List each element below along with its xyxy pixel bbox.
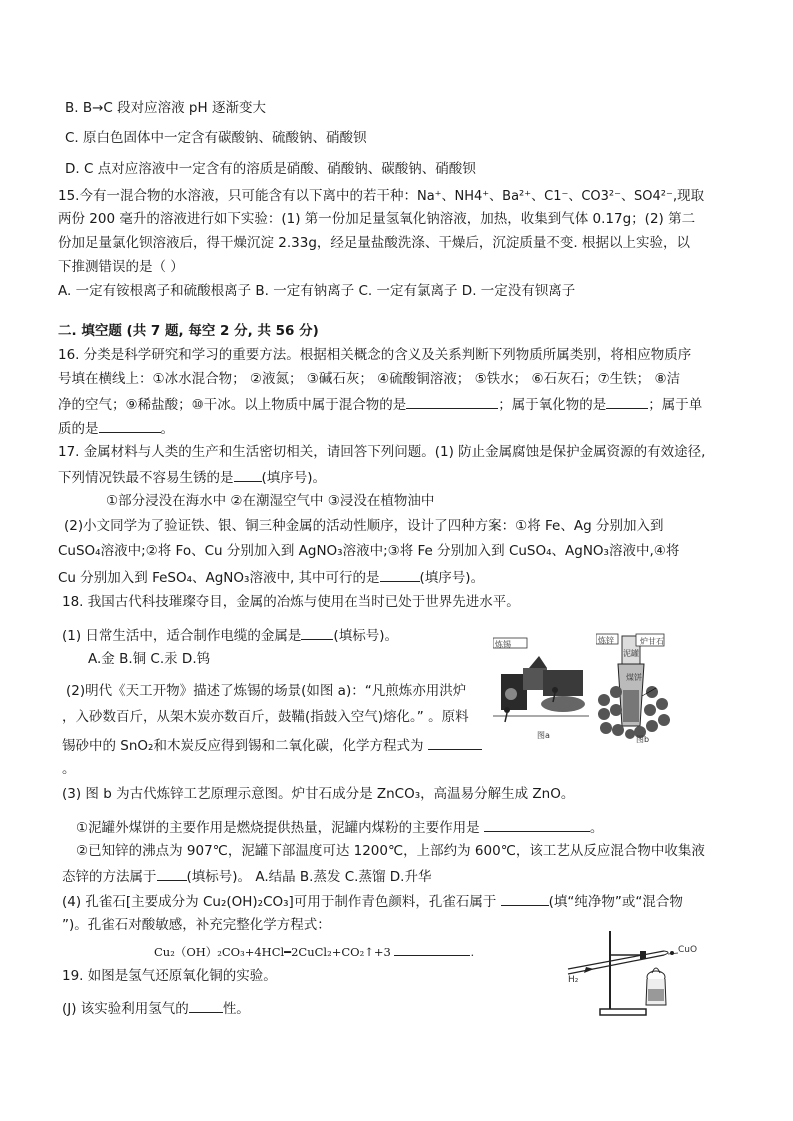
q17-line5: CuSO₄溶液中;②将 Fo、Cu 分别加入到 AgNO₃溶液中;③将 Fe 分别加入到 CuSO₄、AgNO₃溶液中,④将 <box>58 543 680 559</box>
q15-line3: 份加足量氯化钡溶液后，得干燥沉淀 2.33g，经足量盐酸洗涤、干燥后，沉淀质量不变. 根据以上实验，以 <box>58 235 691 251</box>
figure-b-label-ore: 炉甘石 <box>640 637 664 646</box>
q18-blank-water[interactable] <box>394 944 470 956</box>
q18-sub3-2-line2: 态锌的方法属于 (填标号)。 A.结晶 B.蒸发 C.蒸馏 D.升华 <box>62 866 431 886</box>
q19-line1: 19. 如图是氢气还原氧化铜的实验。 <box>62 968 277 984</box>
q17-blank-rust[interactable] <box>234 467 262 482</box>
section-heading: 二. 填空题 (共 7 题, 每空 2 分, 共 56 分) <box>58 323 319 339</box>
q17-line6: Cu 分别加入到 FeSO₄、AgNO₃溶液中, 其中可行的是 (填序号)。 <box>58 567 484 587</box>
q18-sub4-line1: (4) 孔雀石[主要成分为 Cu₂(OH)₂CO₃]可用于制作青色颜料，孔雀石属于 (填“纯净物”或“混合物 <box>62 891 683 911</box>
q14-option-b: B. B→C 段对应溶液 pH 逐渐变大 <box>65 100 266 116</box>
q18-sub2-line3: 锡砂中的 SnO₂和木炭反应得到锡和二氧化碳，化学方程式为 <box>62 735 482 755</box>
apparatus-label-h2: H₂ <box>568 975 579 985</box>
q19-line2: (J) 该实验利用氢气的 性。 <box>62 998 250 1018</box>
figure-a-caption: 图a <box>537 731 550 740</box>
figure-a-tag: 炼锡 <box>495 640 511 649</box>
q18-sub2-line1: (2)明代《天工开物》描述了炼锡的场景(如图 a)：“凡煎炼亦用洪炉 <box>66 683 467 699</box>
q17-line2: 下列情况铁最不容易生锈的是 (填序号)。 <box>58 467 326 487</box>
q18-sub2-line2: ，入砂数百斤，从架木炭亦数百斤，鼓鞴(指鼓入空气)熔化。” 。原料 <box>62 709 469 725</box>
q14-option-d: D. C 点对应溶液中一定含有的溶质是硝酸、硝酸钠、碳酸钠、硝酸钡 <box>65 161 476 177</box>
q18-blank-method[interactable] <box>157 866 187 881</box>
figure-b-label-jar: 泥罐 <box>623 649 639 658</box>
hydrogen-reduction-apparatus <box>560 925 710 1025</box>
q16-blank-element[interactable] <box>99 418 161 433</box>
q15-options: A. 一定有铵根离子和硫酸根离子 B. 一定有钠离子 C. 一定有氯离子 D. 一定没有钡离子 <box>58 283 576 299</box>
q18-sub3: (3) 图 b 为古代炼锌工艺原理示意图。炉甘石成分是 ZnCO₃，高温易分解生成 ZnO。 <box>62 786 575 802</box>
q15-line4: 下推测错误的是（ ） <box>58 259 184 275</box>
q18-sub3-1: ①泥罐外煤饼的主要作用是燃烧提供热量，泥罐内煤粉的主要作用是 。 <box>76 817 603 837</box>
q18-sub2-line4: 。 <box>62 761 76 777</box>
q17-blank-scheme[interactable] <box>380 567 420 582</box>
q18-line1: 18. 我国古代科技璀璨夺目，金属的冶炼与使用在当时已处于世界先进水平。 <box>62 594 520 610</box>
q18-blank-cable[interactable] <box>301 625 333 640</box>
q18-sub3-2-line1: ②已知锌的沸点为 907℃，泥罐下部温度可达 1200℃，上部约为 600℃，该工艺从反应混合物中收集液 <box>76 843 705 859</box>
q16-blank-mixture[interactable] <box>406 394 498 409</box>
q14-option-c: C. 原白色固体中一定含有碳酸钠、硫酸钠、硝酸钡 <box>65 130 367 146</box>
tin-smelting-illustration <box>493 634 591 742</box>
apparatus-label-cuo: CuO <box>678 945 698 955</box>
figure-b-zinc-smelting <box>596 630 706 745</box>
q16-line2: 号填在横线上：①冰水混合物； ②液氮； ③碱石灰； ④硫酸铜溶液； ⑤铁水； ⑥石灰石；⑦生铁； ⑧洁 <box>58 371 681 387</box>
q18-sub1-options: A.金 B.铜 C.汞 D.钨 <box>88 651 211 667</box>
q18-blank-equation[interactable] <box>428 735 482 750</box>
figure-b-tag: 炼锌 <box>598 636 614 645</box>
figure-b-caption: 图b <box>636 735 650 744</box>
figure-b-label-coal: 煤饼 <box>626 673 642 682</box>
q18-sub1: (1) 日常生活中，适合制作电缆的金属是 (填标号)。 <box>62 625 398 645</box>
q17-line3: ①部分浸没在海水中 ②在潮湿空气中 ③浸没在植物油中 <box>106 493 435 509</box>
apparatus-drawing <box>560 925 710 1025</box>
figure-a-tin-smelting <box>493 634 591 742</box>
q15-line2: 两份 200 毫升的溶液进行如下实验：(1) 第一份加足量氢氧化钠溶液，加热，收集到气体 0.17g；(2) 第二 <box>58 211 696 227</box>
zinc-smelting-diagram <box>596 630 706 745</box>
q16-line1: 16. 分类是科学研究和学习的重要方法。根据相关概念的含义及关系判断下列物质所属类别，将相应物质序 <box>58 347 692 363</box>
q18-blank-coal[interactable] <box>484 817 590 832</box>
q16-blank-oxide[interactable] <box>606 394 648 409</box>
q16-line4: 质的是 。 <box>58 418 174 438</box>
q17-line4: (2)小文同学为了验证铁、银、铜三种金属的活动性顺序，设计了四种方案：①将 Fe、Ag 分别加入到 <box>64 518 664 534</box>
q15-line1: 15.今有一混合物的水溶液，只可能含有以下离中的若干种：Na⁺、NH4⁺、Ba²⁺、C1⁻、CO3²⁻、SO4²⁻,现取 <box>58 188 705 204</box>
q16-line3: 净的空气；⑨稀盐酸；⑩干冰。以上物质中属于混合物的是 ；属于氧化物的是 ；属于单 <box>58 394 702 414</box>
q17-line1: 17. 金属材料与人类的生产和生活密切相关，请回答下列问题。(1) 防止金属腐蚀是保护金属资源的有效途径, <box>58 444 706 460</box>
q18-blank-malachite[interactable] <box>501 891 549 906</box>
q18-sub4-line2: ”)。孔雀石对酸敏感，补充完整化学方程式： <box>62 917 331 933</box>
q18-equation: Cu₂（OH）₂CO₃+4HCl━2CuCl₂+CO₂↑+3 . <box>154 945 475 959</box>
q19-blank-property[interactable] <box>189 998 223 1013</box>
